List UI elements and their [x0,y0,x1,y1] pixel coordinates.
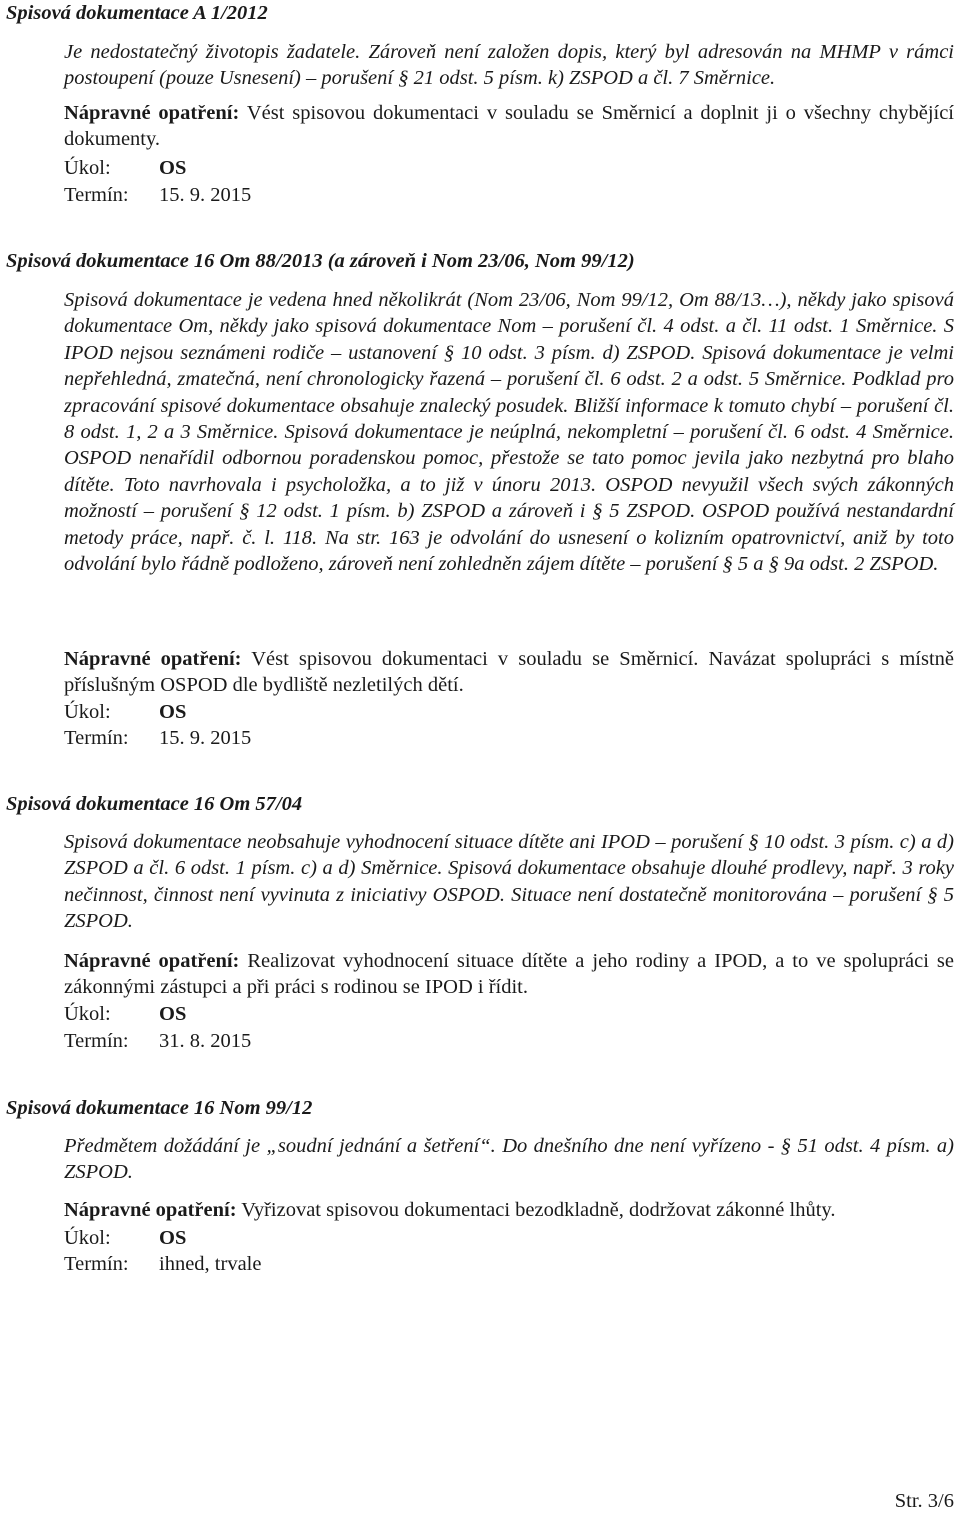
remedy-label: Nápravné opatření: [64,102,240,124]
deadline-value: 15. 9. 2015 [159,184,252,206]
section-finding: Je nedostatečný životopis žadatele. Zároveň není založen dopis, který byl adresován na MHMP v rámci postoupení (pouze Usnesení) – porušení § 21 odst. 5 písm. k) ZSPOD a čl. 7 Směrnice. [64,41,954,90]
remedy-label: Nápravné opatření: [64,950,240,972]
section-heading: Spisová dokumentace 16 Om 57/04 [6,793,303,815]
task-value: OS [159,1003,187,1025]
task-line [64,699,186,725]
task-line [64,155,186,181]
task-label: Úkol: [64,701,111,723]
task-label: Úkol: [64,1227,111,1249]
section-finding: Spisová dokumentace je vedena hned několikrát (Nom 23/06, Nom 99/12, Om 88/13…), někdy jako spisová dokumentace Om, někdy jako spisová dokumentace Nom – porušení čl. 4 odst. a čl. 11 odst. 1 Směrnice. S IPOD nejsou seznámeni rodiče – ustanovení § 10 odst. 3 písm. d) ZSPOD. Spisová dokumentace je velmi nepřehledná, zmatečná, není chronologicky řazená – porušení čl. 6 odst. 2 a odst. 5 Směrnice. Podklad pro zpracování spisové dokumentace obsahuje znalecký posudek. Bližší informace k tomuto chybí – porušení čl. 8 odst. 1, 2 a 3 Směrnice. Spisová dokumentace je neúplná, nekompletní – porušení čl. 6 odst. 4 Směrnice. OSPOD nenařídil odbornou poradenskou pomoc, přestože se tato pomoc jevila jako nezbytná pro blaho dítěte. Toto navrhovala i psycholožka, a to již v únoru 2013. OSPOD nevyužil všech svých zákonných možností – porušení § 12 odst. 1 písm. b) ZSPOD a zároveň i § 5 ZSPOD. OSPOD používá nestandardní metody práce, např. č. l. 118. Na str. 163 je odvolání do usnesení o kolizním opatrovnictví, aniž by toto odvolání bylo řádně podloženo, zároveň není zohledněn zájem dítěte – porušení § 5 a § 9a odst. 2 ZSPOD. [64,289,954,576]
deadline-value: 15. 9. 2015 [159,727,252,749]
remedy-text: Vyřizovat spisovou dokumentaci bezodkladně, dodržovat zákonné lhůty. [241,1199,836,1221]
remedy-label: Nápravné opatření: [64,648,242,670]
task-value: OS [159,1227,187,1249]
task-line [64,1001,186,1027]
task-value: OS [159,157,187,179]
deadline-label: Termín: [64,1030,129,1052]
task-label: Úkol: [64,157,111,179]
section-remedy [64,1197,954,1223]
task-line [64,1225,186,1251]
deadline-label: Termín: [64,184,129,206]
remedy-text: Vést spisovou dokumentaci v souladu se Směrnicí. Navázat spolupráci s místně příslušným OSPOD dle bydliště nezletilých dětí. [64,648,955,697]
deadline-label: Termín: [64,727,129,749]
section-remedy [64,948,954,1001]
section-finding: Spisová dokumentace neobsahuje vyhodnocení situace dítěte ani IPOD – porušení § 10 odst. 3 písm. c) a d) ZSPOD a čl. 6 odst. 1 písm. c) a d) Směrnice. Spisová dokumentace obsahuje dlouhé prodlevy, např. 3 roky nečinnost, činnost není vyvinuta z iniciativy OSPOD. Situace není dostatečně monitorována – porušení § 5 ZSPOD. [64,831,954,933]
section-heading: Spisová dokumentace A 1/2012 [6,2,268,24]
section-heading: Spisová dokumentace 16 Om 88/2013 (a zároveň i Nom 23/06, Nom 99/12) [6,250,635,272]
deadline-value: 31. 8. 2015 [159,1030,252,1052]
remedy-text: Vést spisovou dokumentaci v souladu se Směrnicí a doplnit ji o všechny chybějící dokumenty. [64,102,955,151]
remedy-text: Realizovat vyhodnocení situace dítěte a jeho rodiny a IPOD, a to ve spolupráci se zákonnými zástupci a při práci s rodinou se IPOD i řídit. [64,950,954,999]
deadline-line [64,725,251,751]
section-finding: Předmětem dožádání je „soudní jednání a šetření“. Do dnešního dne není vyřízeno - § 51 odst. 4 písm. a) ZSPOD. [64,1135,954,1184]
deadline-line [64,1028,251,1054]
deadline-line [64,1251,261,1277]
section-remedy [64,100,954,153]
section-remedy [64,646,954,699]
page-number: Str. 3/6 [894,1490,954,1512]
remedy-label: Nápravné opatření: [64,1199,237,1221]
task-value: OS [159,701,187,723]
deadline-label: Termín: [64,1253,129,1275]
deadline-value: ihned, trvale [159,1253,262,1275]
section-heading: Spisová dokumentace 16 Nom 99/12 [6,1097,313,1119]
deadline-line [64,182,251,208]
task-label: Úkol: [64,1003,111,1025]
